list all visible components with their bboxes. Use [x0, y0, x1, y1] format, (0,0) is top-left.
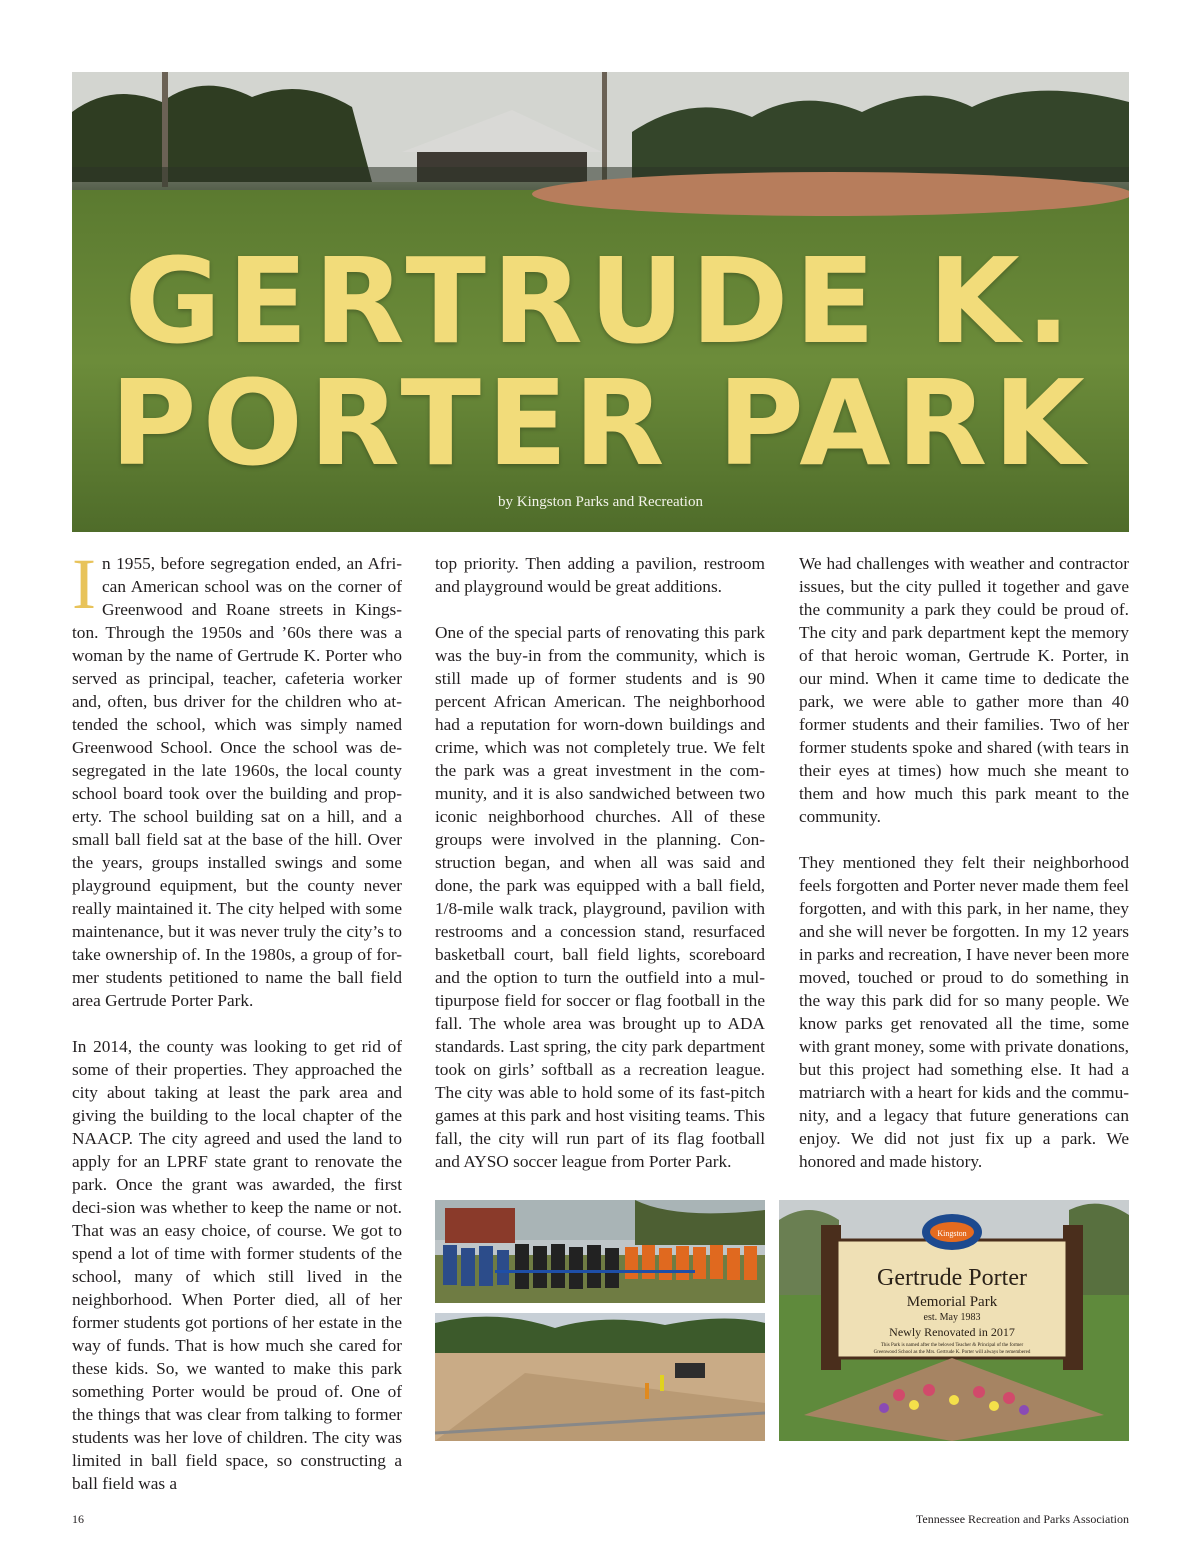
article-column-3: [799, 552, 1129, 1196]
publication-name: Tennessee Recreation and Parks Association: [915, 1512, 1129, 1526]
sign-dedication-line2: Greenwood School as the Mrs. Gertrude K. Porter will always be remembered: [873, 1350, 1031, 1355]
byline: by Kingston Parks and Recreation: [498, 494, 703, 510]
sign-dedication-line1: This Park is named after the beloved Teacher & Principal of the former: [880, 1343, 1024, 1348]
sign-est-text: est. May 1983: [923, 1312, 981, 1323]
paragraph: We had challenges with weather and contractor issues, but the city pulled it together and gave the community a park they could be proud of. The city and park department kept the memory of that heroic woman, Gertrude K. Porter, in our mind. When it came time to dedicate the park, we were able to gather more than 40 former students and their families. Two of her former students spoke and shared (with tears in their eyes at times) how much she meant to them and how much this park meant to the community.: [799, 554, 1129, 826]
hero-photo: [72, 72, 1129, 532]
dropcap: I: [72, 544, 96, 624]
sign-name-text: Gertrude Porter: [877, 1265, 1027, 1291]
field-construction-photo: [435, 1313, 765, 1441]
paragraph: [72, 544, 402, 1012]
sign-renovated-text: Newly Renovated in 2017: [889, 1325, 1015, 1339]
paragraph: top priority. Then adding a pavilion, restroom and playground would be great additions.: [435, 554, 765, 596]
ribbon-cutting-photo: [435, 1200, 765, 1303]
paragraph: They mentioned they felt their neighborhood feels forgotten and Porter never made them feel forgotten, and with this park, in her name, they and she will never be forgotten. In my 12 years in parks and recreation, I have never been more moved, touched or proud to do something in the way this park did for so many people. We know parks get renovated all the time, some with grant money, some with private donations, but this project had something else. It had a matriarch with a heart for kids and the commu-nity, and a legacy that future generations can enjoy. We did not just fix up a park. We honored and made history.: [799, 853, 1129, 1171]
paragraph-text: n 1955, before segregation ended, an Afri-can American school was on the corner of Greenwood and Roane streets in Kings-ton. Through the 1950s and ’60s there was a woman by the name of Gertrude K. Porter who served as principal, teacher, cafeteria worker and, often, bus driver for the children who at-tended the school, which was simply named Greenwood School. Once the school was de-segregated in the late 1960s, the local county school board took over the building and prop-erty. The school building sat on a hill, and a small ball field sat at the base of the hill. Over the years, groups installed swings and some playground equipment, but the county never really maintained it. The city helped with some maintenance, but it was never truly the city’s to take ownership of. In the 1980s, a group of for-mer students petitioned to name the ball field area Gertrude Porter Park.: [72, 554, 402, 1010]
paragraph: One of the special parts of renovating this park was the buy-in from the community, which is still made up of former students and is 90 percent African American. The neighborhood had a reputation for worn-down buildings and crime, which was not completely true. We felt the park was a great investment in the com-munity, and it is also sandwiched between two iconic neighborhood churches. All of these groups were involved in the planning. Con-struction began, and when all was said and done, the park was equipped with a ball field, 1/8-mile walk track, playground, pavilion with restrooms and a concession stand, resurfaced basketball court, ball field lights, scoreboard and the option to turn the outfield into a mul-tipurpose field for soccer or flag football in the fall. The whole area was brought up to ADA standards. Last spring, the city park department took on girls’ softball as a recreation league. The city was able to hold some of its fast-pitch games at this park and host visiting teams. This fall, the city will run part of its flag football and AYSO soccer league from Porter Park.: [435, 623, 765, 1171]
article-title-line2: PORTER PARK: [110, 354, 1091, 492]
article-column-1: [72, 544, 402, 1518]
page-number: 16: [72, 1512, 84, 1526]
paragraph: In 2014, the county was looking to get rid of some of their properties. They approached the city about taking at least the park area and giving the building to the local chapter of the NAACP. The city agreed and used the land to apply for an LPRF state grant to renovate the park. Once the grant was awarded, the first deci-sion was whether to keep the name or not. That was an easy choice, of course. We got to spend a lot of time with former students of the school, many of which still lived in the neighborhood. When Porter died, all of her former students got portions of her estate in the way of funds. That is how much she cared for these kids. So, we wanted to make this park something Porter would be proud of. One of the things that was clear from talking to former students was her love of children. The city was limited in ball field space, so constructing a ball field was a: [72, 1037, 402, 1493]
sign-logo-text: Kingston: [937, 1229, 967, 1238]
article-column-2: [435, 552, 765, 1196]
article-title-line1: GERTRUDE K.: [124, 232, 1077, 370]
memorial-sign-photo: [779, 1200, 1129, 1441]
sign-subtitle-text: Memorial Park: [906, 1294, 998, 1310]
